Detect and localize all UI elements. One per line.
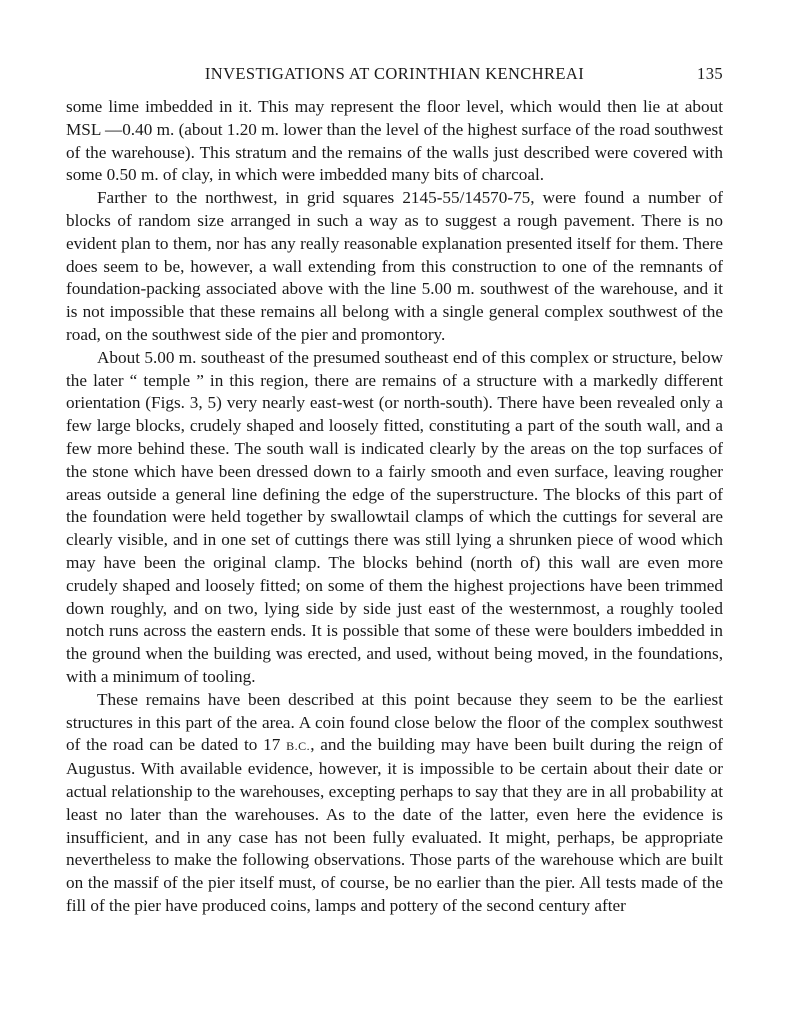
paragraph-4-part-2: , and the building may have been built during the reign of Augustus. With available evidence, however, it is impossible to be certain about their date or actual relationship to the warehouses, excepting perhaps to say that they are in all probability at least no later than the warehouses. As to the date of the latter, even here the evidence is insufficient, and in any case has not been fully evaluated. It might, perhaps, be appropriate nevertheless to make the following observations. Those parts of the warehouse which are built on the massif of the pier itself must, of course, be no earlier than the pier. All tests made of the fill of the pier have produced coins, lamps and pottery of the second century after xyxy=(66,735,723,915)
body-text xyxy=(66,96,723,918)
paragraph-4-part-1: These remains have been described at this point because they seem to be the earliest structures in this part of the area. A coin found close below the floor of the complex southwest of the road can be dated to 17 xyxy=(66,689,723,755)
paragraph-1: some lime imbedded in it. This may represent the floor level, which would then lie at about MSL —0.40 m. (about 1.20 m. lower than the level of the highest surface of the road southwest of the warehouse). This stratum and the remains of the walls just described were covered with some 0.50 m. of clay, in which were imbedded many bits of charcoal. xyxy=(66,97,723,185)
paragraph-2: Farther to the northwest, in grid squares 2145-55/14570-75, were found a number of blocks of random size arranged in such a way as to suggest a rough pavement. There is no evident plan to them, nor has any really reasonable explanation presented itself for them. There does seem to be, however, a wall extending from this construction to one of the remnants of foundation-packing associated above with the line 5.00 m. southwest of the warehouse, and it is not impossible that these remains all belong with a single general complex southwest of the road, on the southwest side of the pier and promontory. xyxy=(66,188,723,344)
journal-page xyxy=(66,64,723,918)
paragraph-4 xyxy=(66,689,723,918)
running-title: INVESTIGATIONS AT CORINTHIAN KENCHREAI xyxy=(204,64,585,83)
page-number: 135 xyxy=(697,64,723,83)
running-head xyxy=(66,64,723,88)
era-abbreviation: B.C. xyxy=(286,739,311,754)
paragraph-3: About 5.00 m. southeast of the presumed southeast end of this complex or structure, below the later “ temple ” in this region, there are remains of a structure with a markedly different orientation (Figs. 3, 5) very nearly east-west (or north-south). There have been revealed only a few large blocks, crudely shaped and loosely fitted, constituting a part of the south wall, and a few more behind these. The south wall is indicated clearly by the areas on the top surfaces of the stone which have been dressed down to a fairly smooth and even surface, leaving rougher areas outside a general line defining the edge of the superstructure. The blocks of this part of the foundation were held together by swallowtail clamps of which the cuttings for several are clearly visible, and in one set of cuttings there was still lying a shrunken piece of wood which may have been the original clamp. The blocks behind (north of) this wall are even more crudely shaped and loosely fitted; on some of them the highest projections have been trimmed down roughly, and on two, lying side by side just east of the westernmost, a roughly tooled notch runs across the eastern ends. It is possible that some of these were boulders imbedded in the ground when the building was erected, and used, without being moved, in the foundations, with a minimum of tooling. xyxy=(66,347,723,686)
